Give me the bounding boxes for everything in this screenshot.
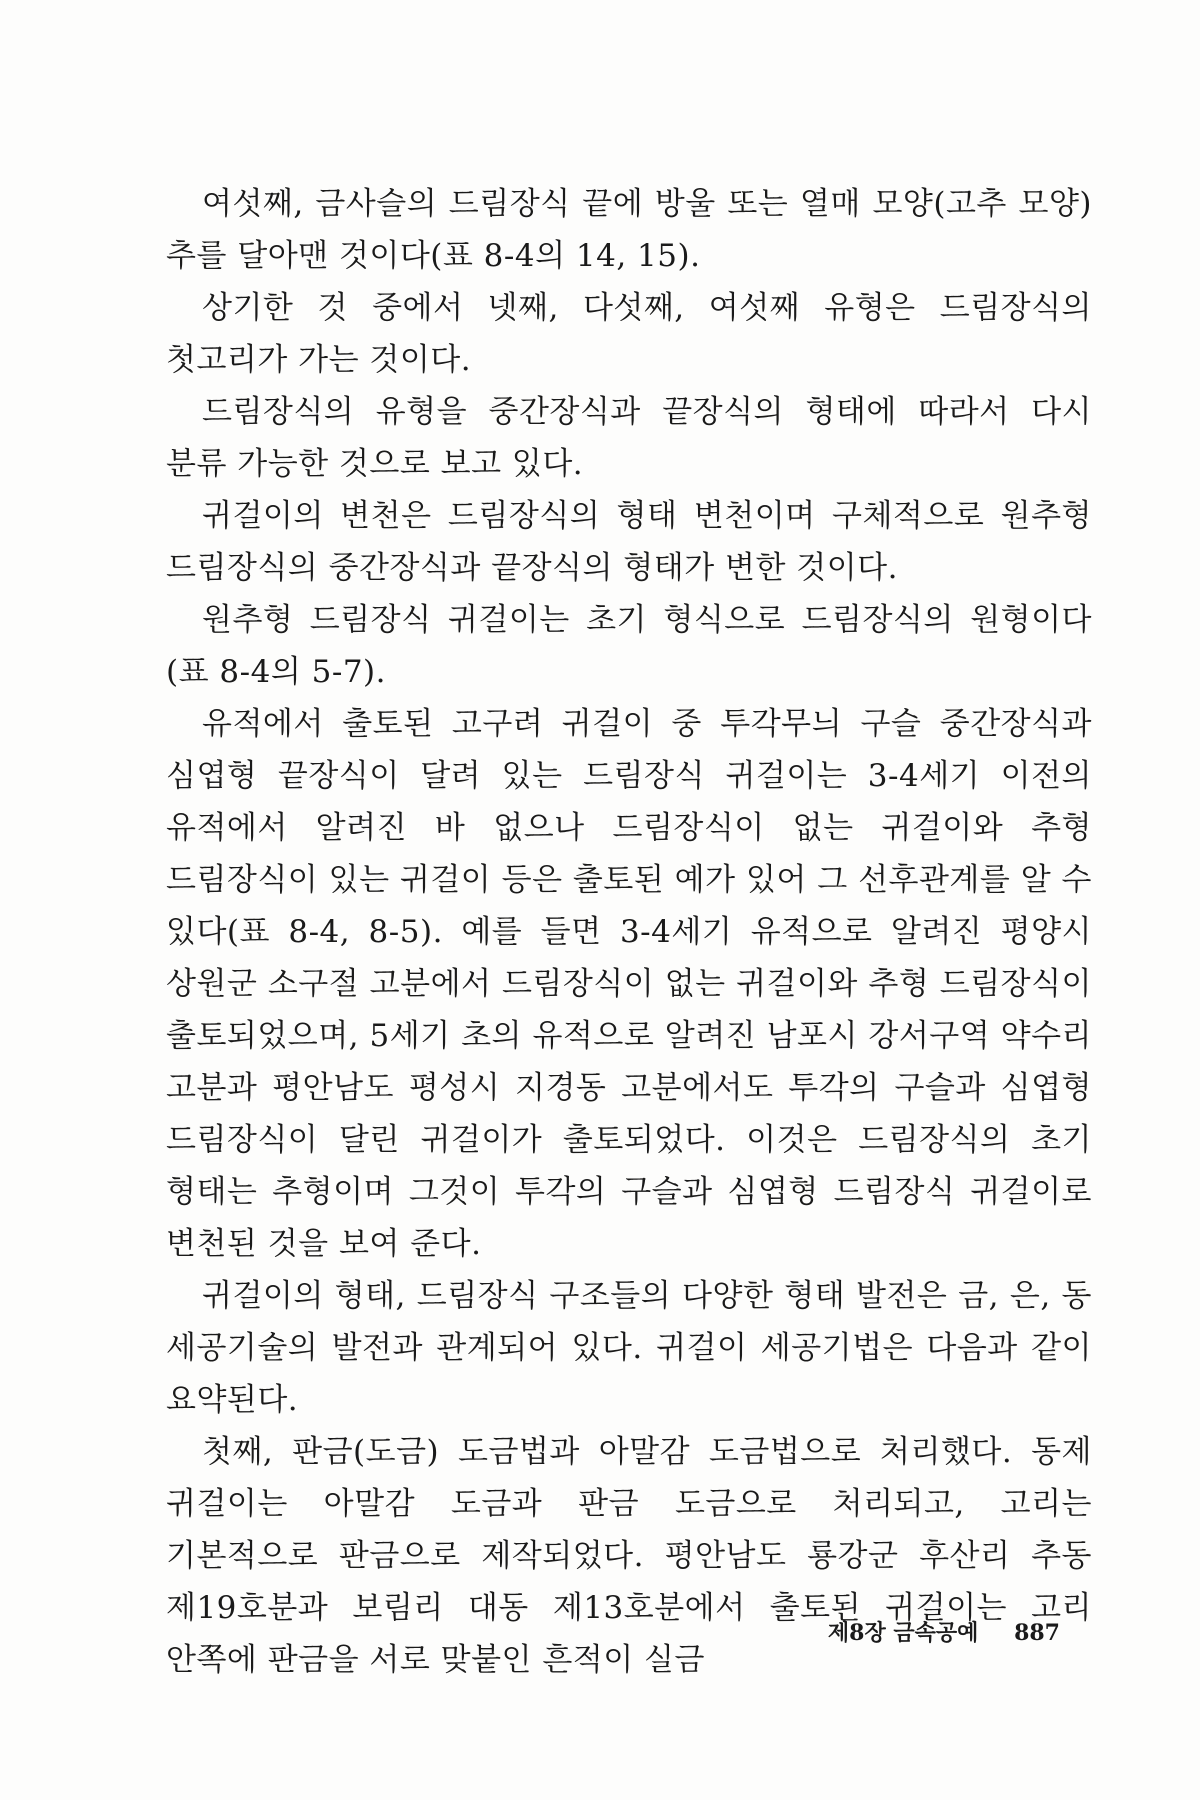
running-footer: [828, 1616, 1060, 1647]
chapter-title: 제8장 금속공예: [827, 1620, 979, 1646]
paragraph: 유적에서 출토된 고구려 귀걸이 중 투각무늬 구슬 중간장식과 심엽형 끝장식이 달려 있는 드림장식 귀걸이는 3-4세기 이전의 유적에서 알려진 바 없으나 드림장식이 없는 귀걸이와 추형 드림장식이 있는 귀걸이 등은 출토된 예가 있어 그 선후관계를 알 수 있다(표 8-4, 8-5). 예를 들면 3-4세기 유적으로 알려진 평양시 상원군 소구절 고분에서 드림장식이 없는 귀걸이와 추형 드림장식이 출토되었으며, 5세기 초의 유적으로 알려진 남포시 강서구역 약수리 고분과 평안남도 평성시 지경동 고분에서도 투각의 구슬과 심엽형 드림장식이 달린 귀걸이가 출토되었다. 이것은 드림장식의 초기 형태는 추형이며 그것이 투각의 구슬과 심엽형 드림장식 귀걸이로 변천된 것을 보여 준다.: [166, 706, 1092, 1262]
paragraph: 귀걸이의 변천은 드림장식의 형태 변천이며 구체적으로 원추형 드림장식의 중간장식과 끝장식의 형태가 변한 것이다.: [166, 498, 1092, 586]
page-number: 887: [1014, 1620, 1060, 1646]
paragraph: 상기한 것 중에서 넷째, 다섯째, 여섯째 유형은 드림장식의 첫고리가 가는 것이다.: [166, 290, 1092, 378]
paragraph: 귀걸이의 형태, 드림장식 구조들의 다양한 형태 발전은 금, 은, 동 세공기술의 발전과 관계되어 있다. 귀걸이 세공기법은 다음과 같이 요약된다.: [166, 1278, 1092, 1418]
body-text: [166, 178, 1092, 1686]
paragraph: 원추형 드림장식 귀걸이는 초기 형식으로 드림장식의 원형이다(표 8-4의 5-7).: [166, 602, 1092, 690]
paragraph: 여섯째, 금사슬의 드림장식 끝에 방울 또는 열매 모양(고추 모양) 추를 달아맨 것이다(표 8-4의 14, 15).: [166, 186, 1092, 274]
paragraph: 드림장식의 유형을 중간장식과 끝장식의 형태에 따라서 다시 분류 가능한 것으로 보고 있다.: [166, 394, 1092, 482]
paragraph: 첫째, 판금(도금) 도금법과 아말감 도금법으로 처리했다. 동제 귀걸이는 아말감 도금과 판금 도금으로 처리되고, 고리는 기본적으로 판금으로 제작되었다. 평안남도 룡강군 후산리 추동 제19호분과 보림리 대동 제13호분에서 출토된 귀걸이는 고리 안쪽에 판금을 서로 맞붙인 흔적이 실금: [166, 1434, 1092, 1678]
